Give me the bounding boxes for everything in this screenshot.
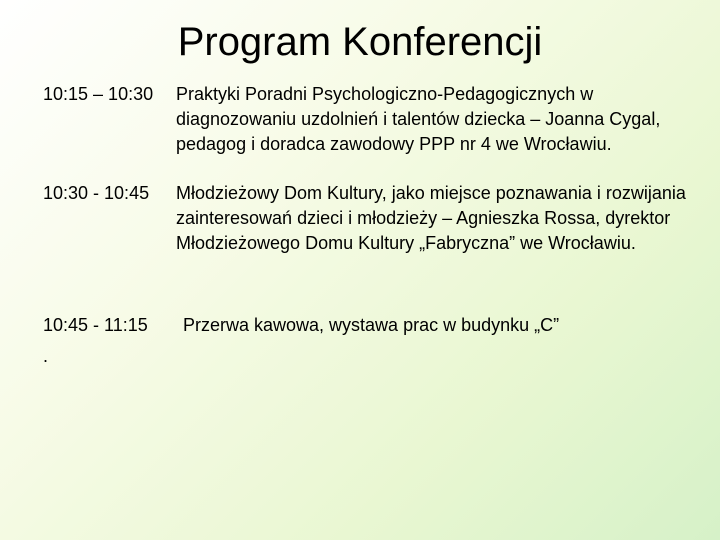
schedule-time: 10:45 - 11:15 <box>43 315 148 335</box>
schedule-time: 10:15 – 10:30 <box>43 84 154 104</box>
schedule-description: Młodzieżowy Dom Kultury, jako miejsce poznawania i rozwijania zainteresowań dzieci i młodzieży – Agnieszka Rossa, dyrektor Młodzieżowego Domu Kultury „Fabryczna” we Wrocławiu. <box>176 183 686 253</box>
schedule-description: Praktyki Poradni Psychologiczno-Pedagogicznych w diagnozowaniu uzdolnień i talentów dziecka – Joanna Cygal, pedagog i doradca zawodowy PPP nr 4 we Wrocławiu. <box>176 84 661 154</box>
schedule-description: Przerwa kawowa, wystawa prac w budynku „C” <box>183 315 560 335</box>
slide-title: Program Konferencji <box>177 20 543 64</box>
schedule-time: 10:30 - 10:45 <box>43 183 150 203</box>
trailing-mark: . <box>43 346 49 366</box>
